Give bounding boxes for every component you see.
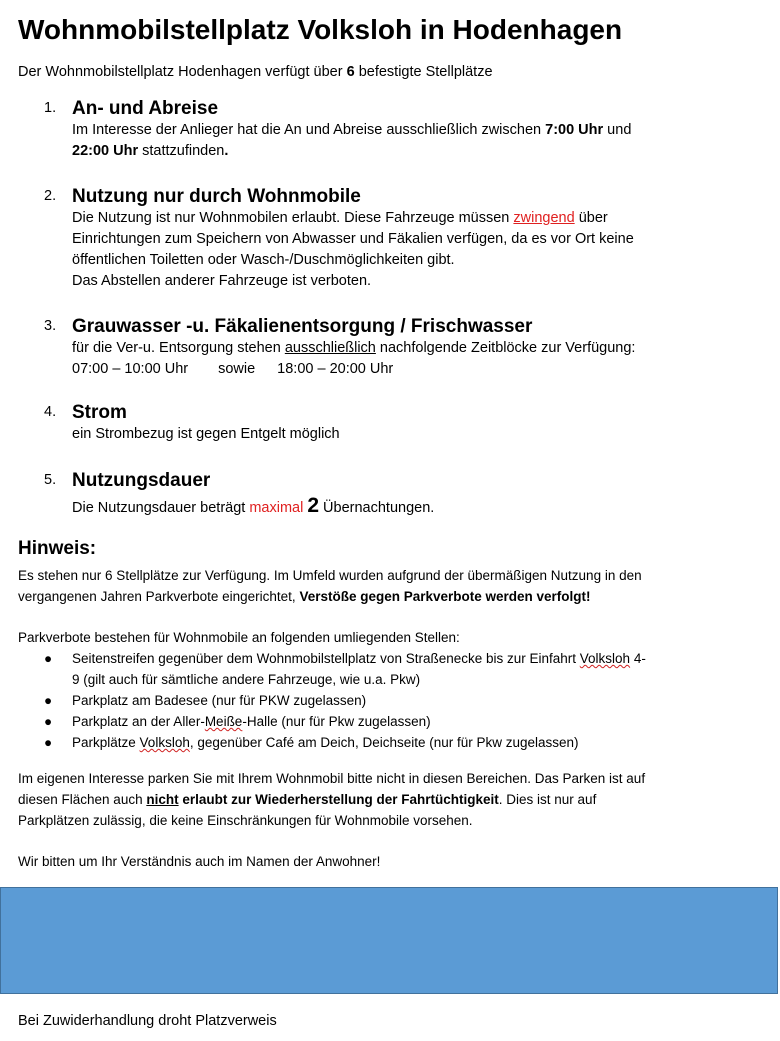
notice-paragraph-3 [18, 768, 645, 831]
text-span: Volksloh [579, 651, 631, 666]
item-body-line: Das Abstellen anderer Fahrzeuge ist verboten. [72, 273, 372, 289]
time-slot-morning: 07:00 – 10:00 Uhr [72, 361, 189, 377]
intro-before: Der Wohnmobilstellplatz Hodenhagen verfügt über [18, 64, 347, 80]
notice-heading: Hinweis: [18, 538, 97, 559]
item-body-line [72, 495, 434, 519]
bold-text: erlaubt zur Wiederherstellung der Fahrtüchtigkeit [178, 792, 499, 807]
item-number: 4. [44, 404, 57, 420]
item-number: 5. [44, 472, 57, 488]
bullet-line: 9 (gilt auch für sämtliche andere Fahrzeuge, wie u.a. Pkw) [72, 672, 421, 687]
intro-text [18, 64, 493, 80]
item-body-line: öffentlichen Toiletten oder Wasch-/Duschmöglichkeiten gibt. [72, 252, 455, 268]
item-heading: Grauwasser -u. Fäkalienentsorgung / Frischwasser [72, 316, 533, 337]
text-span: nachfolgende Zeitblöcke zur Verfügung: [375, 340, 636, 356]
paragraph-line: Im eigenen Interesse parken Sie mit Ihrem Wohnmobil bitte nicht in diesen Bereichen. Das Parken ist auf [18, 771, 646, 786]
notice-paragraph-2: Parkverbote bestehen für Wohnmobile an folgenden umliegenden Stellen: [18, 630, 460, 645]
text-span: . [224, 143, 229, 159]
paragraph-line: Parkplätzen zulässig, die keine Einschränkungen für Wohnmobile vorsehen. [18, 813, 473, 828]
list-item-usage [44, 185, 634, 292]
paragraph-line [18, 789, 645, 810]
bullet-icon: ● [44, 693, 53, 708]
item-number: 3. [44, 318, 57, 334]
text-span: für die Ver-u. Entsorgung stehen [72, 340, 285, 356]
paragraph-line [18, 586, 642, 607]
emphasis-maximal: maximal [249, 500, 304, 516]
text-span: Volksloh [139, 735, 190, 750]
text-span: . Dies ist nur auf [498, 792, 597, 807]
bullet-icon: ● [44, 651, 53, 666]
page-title: Wohnmobilstellplatz Volksloh in Hodenhagen [18, 14, 623, 45]
emphasis-zwingend: zwingend [513, 210, 575, 226]
text-span: über [574, 210, 608, 226]
item-heading: Nutzung nur durch Wohnmobile [72, 186, 361, 207]
text-span: , gegenüber Café am Deich, Deichseite (nur für Pkw zugelassen) [189, 735, 579, 750]
item-number: 2. [44, 188, 57, 204]
no-parking-list [44, 648, 646, 753]
text-span: stattzufinden [138, 143, 225, 159]
nights-count: 2 [307, 494, 320, 517]
bullet-icon: ● [44, 735, 53, 750]
item-heading: An- und Abreise [72, 98, 219, 119]
item-body-line [72, 338, 635, 359]
bullet-line [72, 648, 646, 669]
bullet-line: Parkplatz am Badesee (nur für PKW zugelassen) [72, 693, 367, 708]
bullet-line [72, 732, 646, 753]
text-span: und [603, 122, 632, 138]
time-start: 7:00 Uhr [545, 122, 604, 138]
item-heading: Strom [72, 402, 127, 423]
intro-after: befestigte Stellplätze [354, 64, 493, 80]
notice-paragraph-4: Wir bitten um Ihr Verständnis auch im Namen der Anwohner! [18, 854, 381, 869]
bullet-icon: ● [44, 714, 53, 729]
text-span: diesen Flächen auch [18, 792, 147, 807]
list-item-arrival [44, 97, 631, 162]
notice-paragraph-1 [18, 565, 642, 607]
item-body-line [72, 120, 631, 141]
footer-text: Bei Zuwiderhandlung droht Platzverweis [18, 1013, 277, 1029]
intro-count: 6 [346, 64, 355, 80]
text-span: Die Nutzung ist nur Wohnmobilen erlaubt. Diese Fahrzeuge müssen [72, 210, 514, 226]
text-span: Parkplätze [72, 735, 140, 750]
paragraph-line: Es stehen nur 6 Stellplätze zur Verfügung. Im Umfeld wurden aufgrund der übermäßigen Nutzung in den [18, 568, 642, 583]
item-body-line: ein Strombezug ist gegen Entgelt möglich [72, 426, 340, 442]
item-body-line [72, 141, 631, 162]
text-span: Parkplatz an der Aller- [72, 714, 205, 729]
warning-text: Verstöße gegen Parkverbote werden verfolgt! [299, 589, 591, 604]
list-item [44, 732, 646, 753]
list-item-duration [44, 469, 434, 519]
text-span: Meiße [204, 714, 243, 729]
text-span: -Halle (nur für Pkw zugelassen) [242, 714, 431, 729]
item-body-line: Einrichtungen zum Speichern von Abwasser und Fäkalien verfügen, da es vor Ort keine [72, 231, 634, 247]
text-span: sowie [218, 361, 256, 377]
time-slot-evening: 18:00 – 20:00 Uhr [277, 361, 394, 377]
list-item [44, 648, 646, 690]
list-item [44, 690, 646, 711]
text-span: vergangenen Jahren Parkverbote eingerichtet, [18, 589, 300, 604]
list-item [44, 711, 646, 732]
emphasis-ausschliesslich: ausschließlich [284, 340, 376, 356]
blue-banner [0, 887, 778, 994]
time-end: 22:00 Uhr [72, 143, 139, 159]
text-span: Die Nutzungsdauer beträgt [72, 500, 250, 516]
bullet-line [72, 711, 646, 732]
time-slots [72, 359, 635, 380]
text-span: Seitenstreifen gegenüber dem Wohnmobilstellplatz von Straßenecke bis zur Einfahrt [72, 651, 580, 666]
list-item-power [44, 401, 340, 445]
list-item-water [44, 315, 635, 380]
emphasis-nicht: nicht [146, 792, 179, 807]
item-heading: Nutzungsdauer [72, 470, 211, 491]
text-span: Übernachtungen. [319, 500, 435, 516]
item-number: 1. [44, 100, 57, 116]
item-body-line [72, 208, 634, 229]
text-span: 4- [630, 651, 646, 666]
text-span: Im Interesse der Anlieger hat die An und Abreise ausschließlich zwischen [72, 122, 546, 138]
